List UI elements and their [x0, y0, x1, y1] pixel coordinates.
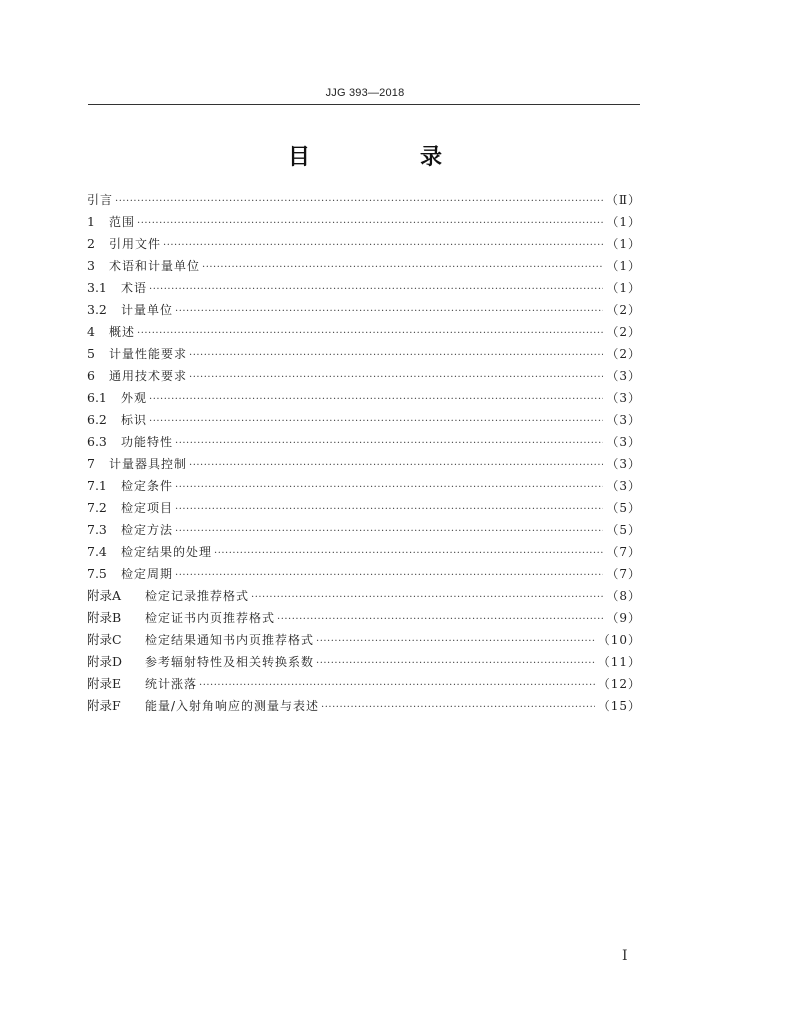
toc-entry-page: （3）: [606, 391, 641, 405]
dot-leader: [199, 675, 595, 697]
toc-entry[interactable]: [87, 431, 641, 453]
toc-entry-page: （7）: [606, 545, 641, 559]
toc-entry-number: 7.5: [87, 566, 107, 581]
dot-leader: [316, 631, 595, 653]
toc-entry[interactable]: [87, 233, 641, 255]
toc-entry[interactable]: [87, 541, 641, 563]
toc-entry-number: 5: [87, 346, 95, 361]
toc-entry[interactable]: [87, 365, 641, 387]
toc-entry-title: 能量/入射角响应的测量与表述: [145, 699, 320, 713]
toc-entry-title: 术语: [121, 281, 148, 295]
toc-entry-number: 6.2: [87, 412, 107, 427]
toc-entry-page: （Ⅱ）: [605, 193, 641, 207]
toc-entry-number: 7.1: [87, 478, 107, 493]
toc-entry-page: （2）: [606, 347, 641, 361]
toc-entry-page: （3）: [606, 435, 641, 449]
toc-entry-page: （5）: [606, 523, 641, 537]
toc-entry[interactable]: [87, 695, 641, 717]
dot-leader: [163, 235, 603, 257]
dot-leader: [149, 279, 603, 301]
header-divider: [88, 104, 640, 105]
toc-entry[interactable]: [87, 673, 641, 695]
toc-entry-title: 标识: [121, 413, 148, 427]
toc-entry-number: 7.3: [87, 522, 107, 537]
dot-leader: [115, 191, 603, 213]
toc-entry-number: 4: [87, 324, 95, 339]
toc-entry-number: 2: [87, 236, 95, 251]
toc-entry-title: 计量器具控制: [109, 457, 188, 471]
toc-entry-title: 术语和计量单位: [109, 259, 201, 273]
toc-entry-title: 检定结果的处理: [121, 545, 213, 559]
toc-entry-title: 引言: [87, 193, 114, 207]
dot-leader: [175, 477, 603, 499]
toc-entry-page: （2）: [606, 303, 641, 317]
toc-entry-page: （5）: [606, 501, 641, 515]
toc-entry-page: （10）: [597, 633, 641, 647]
dot-leader: [175, 521, 603, 543]
toc-entry[interactable]: [87, 585, 641, 607]
toc-entry[interactable]: [87, 651, 641, 673]
toc-entry-title: 检定项目: [121, 501, 174, 515]
toc-entry-number: 附录E: [87, 676, 122, 691]
toc-entry-page: （7）: [606, 567, 641, 581]
toc-entry[interactable]: [87, 629, 641, 651]
toc-entry-number: 7.4: [87, 544, 107, 559]
toc-entry-page: （3）: [606, 413, 641, 427]
toc-entry-page: （3）: [606, 479, 641, 493]
toc-entry-number: 7: [87, 456, 95, 471]
dot-leader: [189, 455, 603, 477]
dot-leader: [321, 697, 595, 719]
toc-entry-title: 统计涨落: [145, 677, 198, 691]
dot-leader: [214, 543, 603, 565]
toc-entry[interactable]: [87, 189, 641, 211]
toc-entry-number: 附录C: [87, 632, 122, 647]
toc-entry-title: 引用文件: [109, 237, 162, 251]
toc-entry-number: 3.1: [87, 280, 107, 295]
dot-leader: [202, 257, 603, 279]
dot-leader: [316, 653, 595, 675]
toc-entry-page: （1）: [606, 259, 641, 273]
toc-entry-number: 附录B: [87, 610, 122, 625]
toc-entry-number: 6: [87, 368, 95, 383]
toc-entry-page: （1）: [606, 237, 641, 251]
standard-code: JJG 393—2018: [325, 87, 405, 99]
toc-entry-number: 1: [87, 214, 95, 229]
toc-entry[interactable]: [87, 607, 641, 629]
toc-entry-page: （15）: [597, 699, 641, 713]
toc-entry[interactable]: [87, 497, 641, 519]
toc-entry-page: （12）: [597, 677, 641, 691]
toc-entry[interactable]: [87, 387, 641, 409]
dot-leader: [149, 411, 603, 433]
toc-entry-page: （3）: [606, 369, 641, 383]
toc-entry-page: （8）: [606, 589, 641, 603]
toc-entry-number: 3: [87, 258, 95, 273]
page-title: 目 录: [287, 145, 486, 170]
dot-leader: [175, 565, 603, 587]
toc-entry-number: 附录D: [87, 654, 123, 669]
toc-entry-title: 范围: [109, 215, 136, 229]
toc-entry-page: （1）: [606, 281, 641, 295]
page-number: Ⅰ: [622, 949, 628, 964]
toc-entry-page: （3）: [606, 457, 641, 471]
toc-entry[interactable]: [87, 519, 641, 541]
dot-leader: [189, 345, 603, 367]
toc-entry-title: 外观: [121, 391, 148, 405]
toc-entry-title: 计量性能要求: [109, 347, 188, 361]
toc-entry-number: 3.2: [87, 302, 107, 317]
dot-leader: [251, 587, 603, 609]
toc-entry[interactable]: [87, 343, 641, 365]
toc-entry-title: 检定证书内页推荐格式: [145, 611, 276, 625]
dot-leader: [175, 499, 603, 521]
toc-entry-number: 6.1: [87, 390, 107, 405]
toc-entry-page: （11）: [597, 655, 641, 669]
dot-leader: [137, 323, 603, 345]
dot-leader: [175, 301, 603, 323]
toc-entry[interactable]: [87, 299, 641, 321]
toc-entry-page: （2）: [606, 325, 641, 339]
toc-entry[interactable]: [87, 277, 641, 299]
toc-entry[interactable]: [87, 563, 641, 585]
toc-entry-page: （9）: [606, 611, 641, 625]
toc-entry-title: 检定方法: [121, 523, 174, 537]
dot-leader: [137, 213, 603, 235]
toc-entry-title: 检定周期: [121, 567, 174, 581]
toc-entry-page: （1）: [606, 215, 641, 229]
toc-entry[interactable]: [87, 475, 641, 497]
toc-entry-title: 检定记录推荐格式: [145, 589, 250, 603]
toc-entry-title: 概述: [109, 325, 136, 339]
toc-entry[interactable]: [87, 321, 641, 343]
dot-leader: [149, 389, 603, 411]
toc-entry[interactable]: [87, 453, 641, 475]
toc-entry-title: 检定条件: [121, 479, 174, 493]
toc-entry[interactable]: [87, 255, 641, 277]
dot-leader: [277, 609, 603, 631]
toc-entry-number: 7.2: [87, 500, 107, 515]
toc-entry-number: 附录A: [87, 588, 122, 603]
toc-entry[interactable]: [87, 211, 641, 233]
toc-entry-title: 功能特性: [121, 435, 174, 449]
toc-entry-number: 6.3: [87, 434, 107, 449]
toc-entry-title: 参考辐射特性及相关转换系数: [145, 655, 315, 669]
dot-leader: [175, 433, 603, 455]
toc-entry-number: 附录F: [87, 698, 121, 713]
toc-entry[interactable]: [87, 409, 641, 431]
toc-entry-title: 计量单位: [121, 303, 174, 317]
toc-entry-title: 通用技术要求: [109, 369, 188, 383]
toc-entry-title: 检定结果通知书内页推荐格式: [145, 633, 315, 647]
table-of-contents: [87, 189, 641, 717]
dot-leader: [189, 367, 603, 389]
